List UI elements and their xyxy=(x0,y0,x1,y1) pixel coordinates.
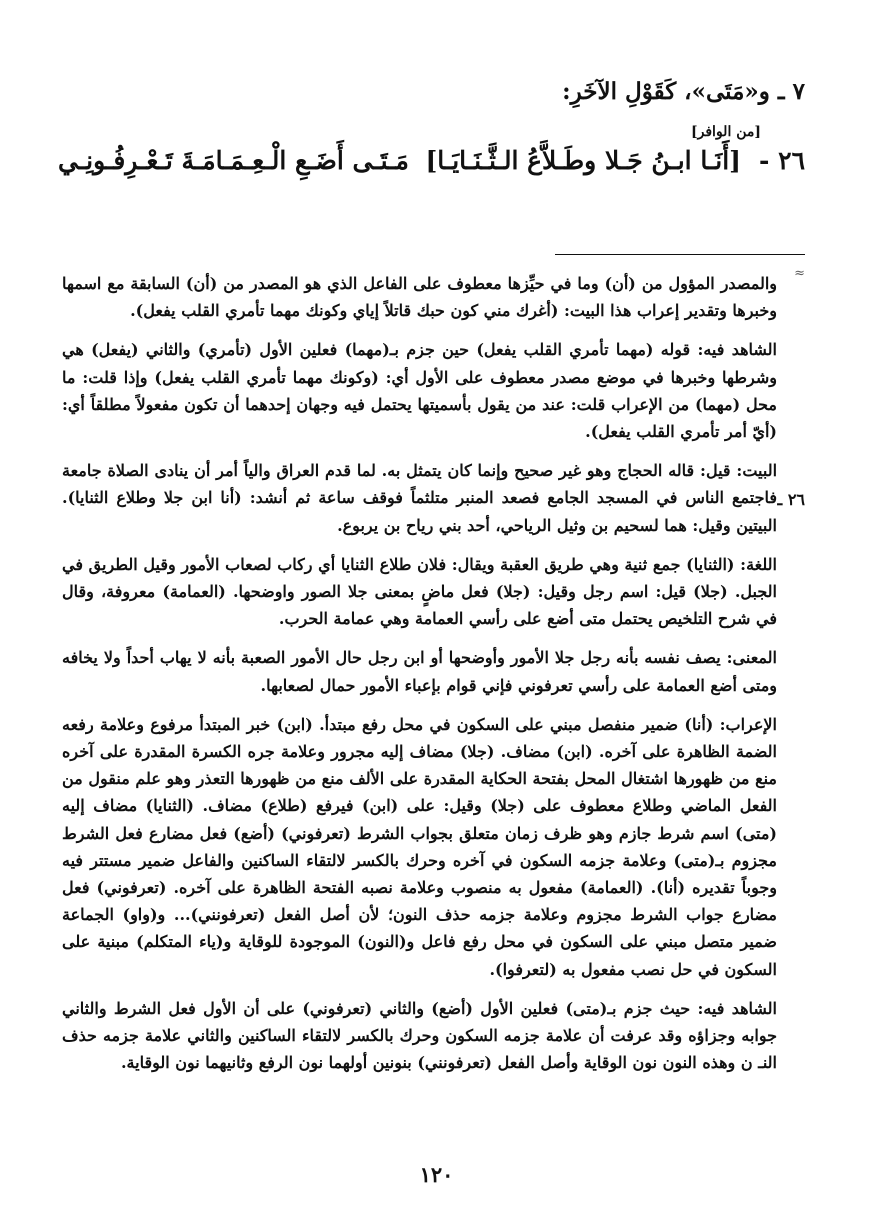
paragraph-label: البيت: xyxy=(736,461,778,481)
footnote-paragraph xyxy=(62,270,777,324)
section-heading: ٧ ـ و«مَتَى»، كَقَوْلِ الآخَرِ: xyxy=(562,78,805,105)
footnote-separator xyxy=(555,254,805,255)
poetry-verse xyxy=(58,146,805,186)
paragraph-label: الإعراب: xyxy=(719,714,777,734)
footnote-paragraph xyxy=(62,336,777,445)
footnote-continuation-marker: ≈ xyxy=(794,266,805,281)
paragraph-label: الشاهد فيه: xyxy=(697,340,777,360)
footnote-paragraph xyxy=(62,711,777,983)
paragraph-text: والمصدر المؤول من (أن) وما في حيِّزها معطوف على الفاعل الذي هو المصدر من (أن) السابقة مع اسمها وخبرها وتقدير إعراب هذا البيت: (أغرك مني كون حبك قاتلاً إياي وكونك مهما تأمري القلب يفعل). xyxy=(62,274,777,321)
page-number: ١٢٠ xyxy=(419,1162,454,1187)
paragraph-text: يصف نفسه بأنه رجل جلا الأمور وأوضحها أو ابن رجل حال الأمور الصعبة بأنه لا يهاب أحداً ولا يخافه ومتى أضع العمامة على رأسي تعرفوني فإني قوام بإعباء الأمور حمال لصعابها. xyxy=(62,648,777,695)
footnote-paragraph xyxy=(62,551,777,633)
verse-number: ٢٦ - xyxy=(759,146,805,175)
paragraph-text: قوله (مهما تأمري القلب يفعل) حين جزم بـ(مهما) فعلين الأول (تأمري) والثاني (يفعل) هي وشرطها وخبرها في موضع مصدر معطوف على الأول أي: (وكونك مهما تأمري القلب يفعل) وإذا قلت: ما محل (مهما) من الإعراب قلت: عند من يقول بأسميتها يحتمل فيه وجهان إحدهما أن تكون مفعولاً مطلقاً أي: (أيّ أمر تأمري القلب يفعل). xyxy=(62,340,777,442)
meter-label: [من الوافر] xyxy=(691,124,761,140)
paragraph-label: المعنى: xyxy=(726,648,777,668)
first-hemistich: [أَنَـا ابـنُ جَـلا وطَـلاَّعُ الـثَّـنَـايَـا] xyxy=(425,146,741,175)
footnote-number: ٢٦ ـ xyxy=(777,490,805,509)
footnote-paragraph xyxy=(62,457,777,539)
paragraph-label: اللغة: xyxy=(740,554,777,574)
paragraph-label: الشاهد فيه: xyxy=(697,998,777,1018)
second-hemistich: مَـتَـى أَضَـعِ الْـعِـمَـامَـةَ تَـعْـرِفُـونِـي xyxy=(58,146,409,175)
paragraph-text: (الثنايا) جمع ثنية وهي طريق العقبة ويقال: فلان طلاع الثنايا أي ركاب لصعاب الأمور وقيل الطريق في الجبل. (جلا) قيل: اسم رجل وقيل: (جلا) فعل ماضٍ بمعنى جلا الصور واوضحها. (العمامة) معروفة، وقال في شرح التلخيص يحتمل متى أضع على رأسي العمامة وهي عمامة الحرب. xyxy=(62,554,777,629)
footnote-paragraph xyxy=(62,995,777,1077)
footnotes xyxy=(62,270,777,1076)
paragraph-text: (أنا) ضمير منفصل مبني على السكون في محل رفع مبتدأ. (ابن) خبر المبتدأ مرفوع وعلامة رفعه الضمة الظاهرة على آخره. (ابن) مضاف. (جلا) مضاف إليه مجرور وعلامة جره الكسرة المقدرة على آخره منع من ظهورها اشتغال المحل بفتحة الحكاية المقدرة على الألف منع من ظهورها التعذر وهو علم منقول من الفعل الماضي وطلاع معطوف على (جلا) وقيل: على (ابن) فيرفع (طلاع) مضاف. (الثنايا) مضاف إليه (متى) اسم شرط جازم وهو ظرف زمان متعلق بجواب الشرط (تعرفوني) (أضع) فعل مضارع فعل الشرط مجزوم بـ(متى) وعلامة جزمه السكون في آخره وحرك بالكسر لالتقاء الساكنين والفاعل ضمير مستتر فيه وجوباً تقديره (أنا). (العمامة) مفعول به منصوب وعلامة نصبه الفتحة الظاهرة على آخره. (تعرفوني) فعل مضارع جواب الشرط مجزوم وعلامة جزمه حذف النون؛ لأن أصل الفعل (تعرفونني)... و(واو) الجماعة ضمير متصل مبني على السكون في محل رفع فاعل و(النون) الموجودة للوقاية و(ياء المتكلم) مبنية على السكون في حل نصب مفعول به (لتعرفوا). xyxy=(62,714,778,979)
paragraph-text: قيل: قاله الحجاج وهو غير صحيح وإنما كان يتمثل به. لما قدم العراق والياً أمر أن ينادى الصلاة جامعة فاجتمع الناس في المسجد الجامع فصعد المنبر متلثماً فوقف ساعة ثم أنشد: (أنا ابن جلا وطلاع الثنايا). البيتين وقيل: هما لسحيم بن وثيل الرياحي، أحد بني رياح بن يربوع. xyxy=(62,461,777,535)
footnote-paragraph xyxy=(62,644,777,698)
paragraph-text: حيث جزم بـ(متى) فعلين الأول (أضع) والثاني (تعرفوني) على أن الأول فعل الشرط والثاني جوابه وجزاؤه وقد عرفت أن علامة جزمه السكون وحرك بالكسر لالتقاء الساكنين والثاني علامة جزمه حذف النـ ن وهذه النون نون الوقاية وأصل الفعل (تعرفونني) بنونين أولهما نون الرفع وثانيهما نون الوقاية. xyxy=(62,998,777,1073)
